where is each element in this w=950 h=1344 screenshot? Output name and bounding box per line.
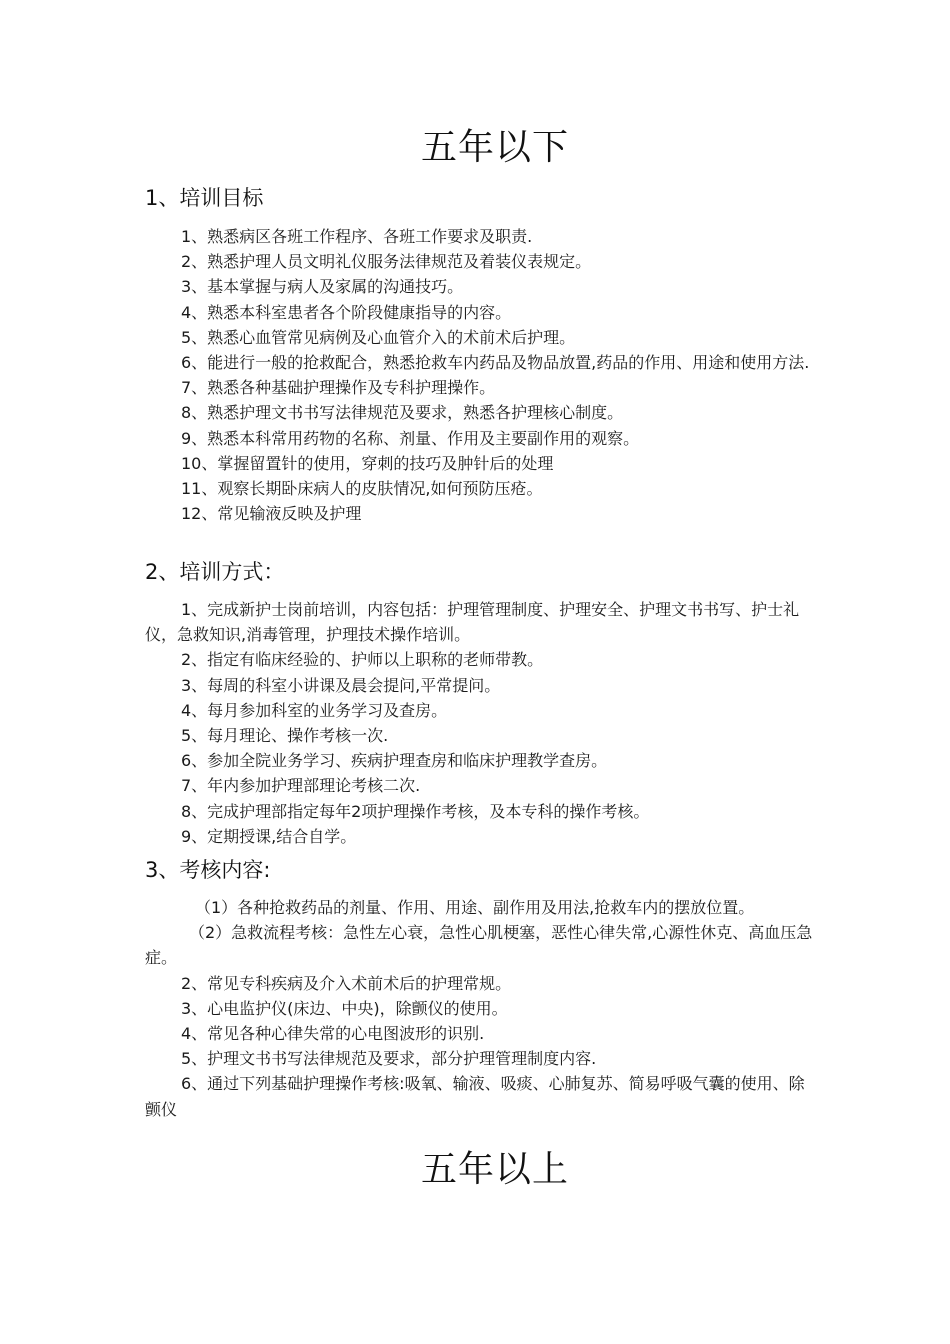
- list-item: 5、护理文书书写法律规范及要求，部分护理管理制度内容.: [181, 1049, 597, 1069]
- section-heading-training-methods: 2、培训方式：: [145, 560, 285, 584]
- list-item: 6、能进行一般的抢救配合，熟悉抢救车内药品及物品放置,药品的作用、用途和使用方法.: [181, 353, 810, 373]
- list-item: 9、定期授课,结合自学。: [181, 826, 357, 846]
- list-item: 9、熟悉本科常用药物的名称、剂量、作用及主要副作用的观察。: [181, 428, 640, 448]
- page-title: 五年以下: [420, 127, 569, 168]
- list-item: 2、常见专科疾病及介入术前术后的护理常规。: [181, 973, 512, 993]
- next-section-title: 五年以上: [420, 1149, 569, 1190]
- list-item: 2、熟悉护理人员文明礼仪服务法律规范及着装仪表规定。: [181, 252, 592, 272]
- list-item: 5、熟悉心血管常见病例及心血管介入的术前术后护理。: [181, 327, 576, 347]
- list-item: 1、熟悉病区各班工作程序、各班工作要求及职责.: [181, 227, 533, 246]
- list-item: 4、熟悉本科室患者各个阶段健康指导的内容。: [181, 302, 512, 322]
- training-goals-list: [145, 224, 815, 526]
- list-item: 3、心电监护仪(床边、中央)，除颤仪的使用。: [181, 998, 508, 1018]
- list-item: 6、通过下列基础护理操作考核:吸氧、输液、吸痰、心肺复苏、简易呼吸气囊的使用、除颤仪: [145, 1074, 805, 1119]
- list-item: （1）各种抢救药品的剂量、作用、用途、副作用及用法,抢救车内的摆放位置。: [195, 898, 755, 917]
- list-item: 5、每月理论、操作考核一次.: [181, 726, 389, 746]
- list-item: 8、完成护理部指定每年2项护理操作考核，及本专科的操作考核。: [181, 801, 650, 821]
- list-item: 3、每周的科室小讲课及晨会提问,平常提问。: [181, 675, 501, 695]
- list-item: 8、熟悉护理文书书写法律规范及要求，熟悉各护理核心制度。: [181, 403, 624, 423]
- list-item: 3、基本掌握与病人及家属的沟通技巧。: [181, 277, 464, 297]
- section-heading-training-goals: 1、培训目标: [145, 186, 264, 210]
- training-methods-list: [145, 597, 815, 849]
- section-heading-assessment-content: 3、考核内容:: [145, 858, 271, 882]
- list-item: 4、常见各种心律失常的心电图波形的识别.: [181, 1024, 485, 1044]
- list-item: 6、参加全院业务学习、疾病护理查房和临床护理教学查房。: [181, 751, 608, 771]
- list-item: 7、年内参加护理部理论考核二次.: [181, 776, 421, 796]
- list-item: 7、熟悉各种基础护理操作及专科护理操作。: [181, 378, 496, 398]
- list-item: 10、掌握留置针的使用，穿刺的技巧及肿针后的处理: [181, 453, 554, 473]
- list-item: （2）急救流程考核：急性左心衰，急性心肌梗塞，恶性心律失常,心源性休克、高血压急症。: [145, 923, 813, 968]
- list-item: 4、每月参加科室的业务学习及查房。: [181, 700, 448, 720]
- list-item: 2、指定有临床经验的、护师以上职称的老师带教。: [181, 650, 544, 670]
- list-item: 11、观察长期卧床病人的皮肤情况,如何预防压疮。: [181, 479, 543, 499]
- list-item: 12、常见输液反映及护理: [181, 504, 362, 524]
- assessment-content-list: [145, 895, 815, 1122]
- list-item: 1、完成新护士岗前培训，内容包括：护理管理制度、护理安全、护理文书书写、护士礼仪，急救知识,消毒管理，护理技术操作培训。: [145, 600, 800, 645]
